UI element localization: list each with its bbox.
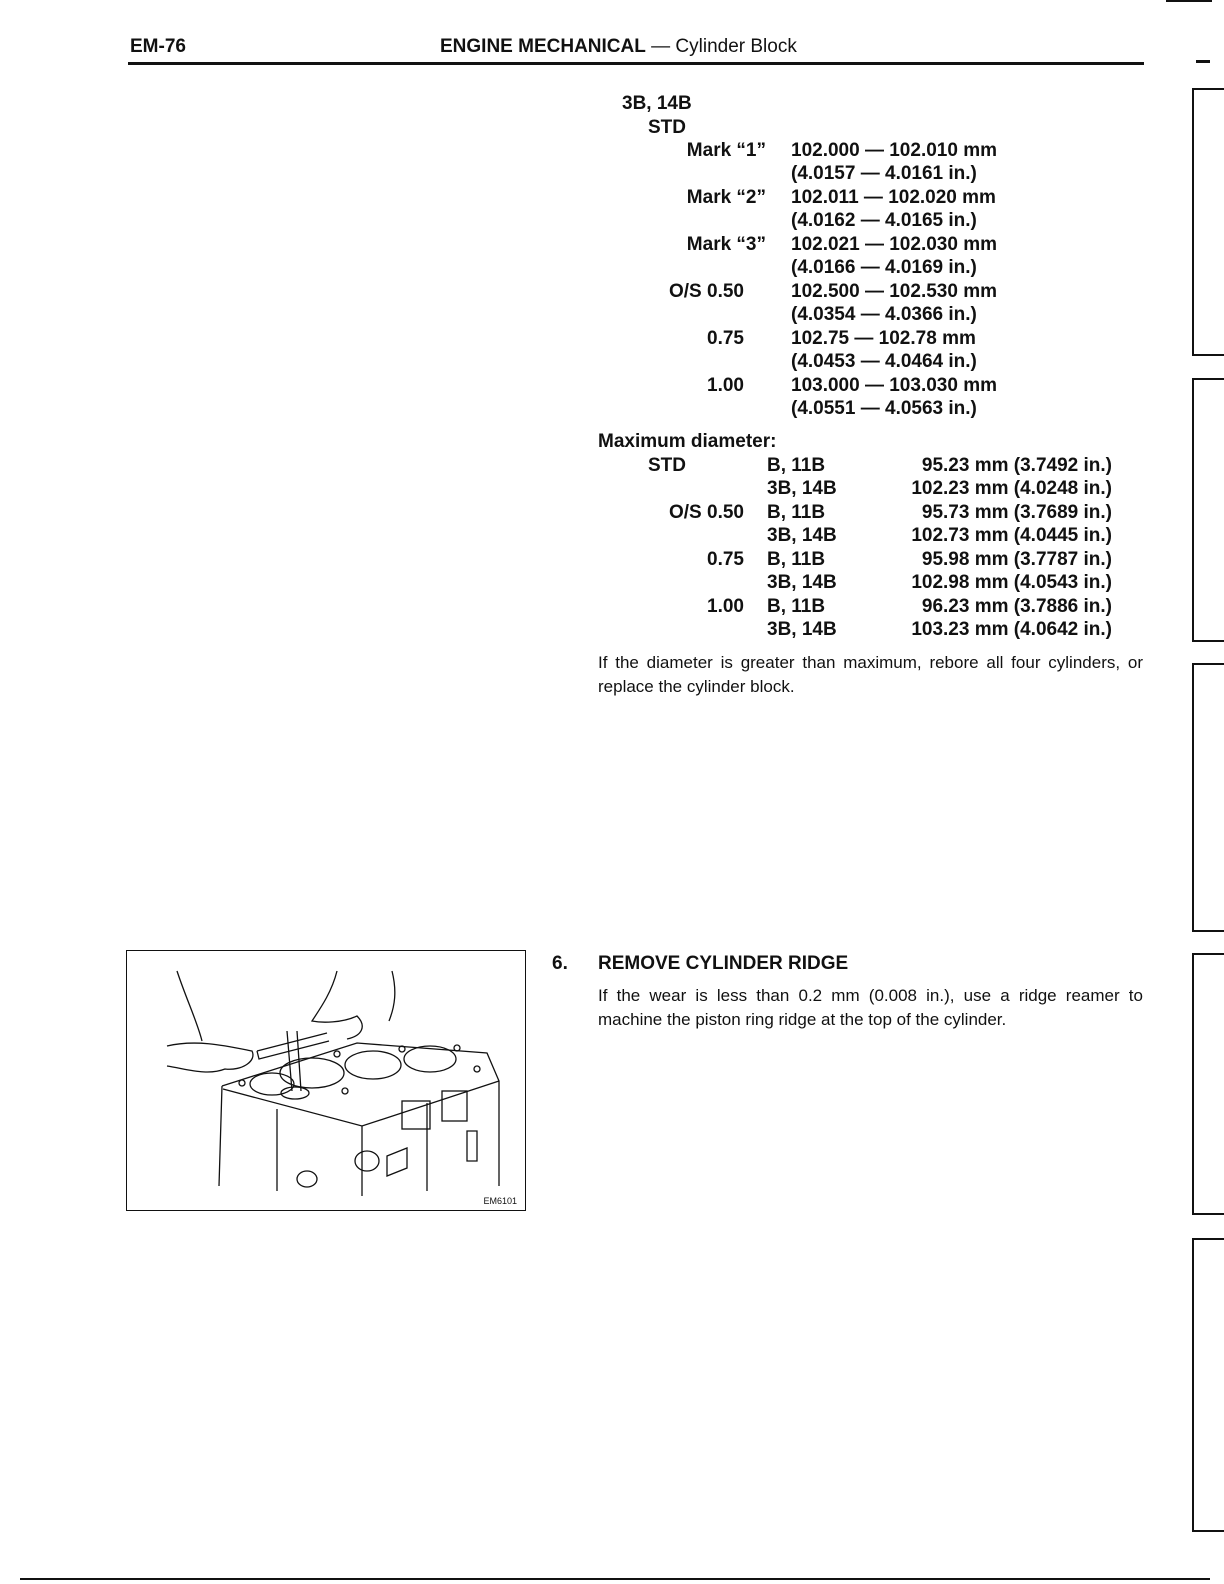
bore-row-label: Mark “2”: [686, 187, 766, 208]
max-row-value: 95.23 mm (3.7492 in.): [921, 455, 1112, 476]
bore-row-mm: 102.021 — 102.030 mm: [791, 234, 997, 255]
bore-row-in: (4.0354 — 4.0366 in.): [791, 304, 977, 325]
engines-label: 3B, 14B: [622, 93, 692, 114]
max-row-size: 0.75: [707, 549, 744, 570]
max-row-engine: 3B, 14B: [767, 478, 837, 499]
max-row-engine: 3B, 14B: [767, 572, 837, 593]
subsection-title: — Cylinder Block: [651, 36, 797, 57]
bottom-edge-line: [20, 1578, 1210, 1580]
bore-row-in: (4.0157 — 4.0161 in.): [791, 163, 977, 184]
bore-row-mm: 103.000 — 103.030 mm: [791, 375, 997, 396]
bore-row-mm: 102.000 — 102.010 mm: [791, 140, 997, 161]
max-row-value: 102.23 mm (4.0248 in.): [911, 478, 1112, 499]
step-number: 6.: [552, 953, 568, 974]
figure-code: EM6101: [483, 1196, 517, 1206]
rebore-note: If the diameter is greater than maximum, rebore all four cylinders, or replace the cylinder block.: [598, 653, 1143, 696]
max-row-engine: 3B, 14B: [767, 619, 837, 640]
edge-tick: [1196, 60, 1210, 63]
bore-row-label: O/S 0.50: [669, 281, 744, 302]
bore-row-label: 0.75: [707, 328, 744, 349]
max-diameter-heading: Maximum diameter:: [598, 431, 777, 452]
page-title: [440, 36, 797, 58]
max-row-engine: B, 11B: [767, 455, 826, 476]
bore-row-mm: 102.75 — 102.78 mm: [791, 328, 976, 349]
max-row-size: O/S 0.50: [669, 502, 744, 523]
max-row-value: 102.73 mm (4.0445 in.): [911, 525, 1112, 546]
max-row-engine: B, 11B: [767, 596, 826, 617]
max-row-value: 95.98 mm (3.7787 in.): [921, 549, 1112, 570]
corner-mark: [1166, 0, 1212, 2]
page-code: EM-76: [130, 36, 186, 57]
bore-row-in: (4.0162 — 4.0165 in.): [791, 210, 977, 231]
max-row-value: 95.73 mm (3.7689 in.): [921, 502, 1112, 523]
step-title: REMOVE CYLINDER RIDGE: [598, 953, 849, 974]
max-row-size: STD: [648, 455, 686, 476]
bore-row-in: (4.0453 — 4.0464 in.): [791, 351, 977, 372]
ridge-reamer-illustration: [127, 951, 525, 1210]
max-row-value: 102.98 mm (4.0543 in.): [911, 572, 1112, 593]
section-title: ENGINE MECHANICAL: [440, 36, 646, 57]
max-row-engine: B, 11B: [767, 502, 826, 523]
bore-row-mm: 102.500 — 102.530 mm: [791, 281, 997, 302]
bore-row-label: Mark “3”: [686, 234, 766, 255]
figure-box: [126, 950, 526, 1211]
bore-row-in: (4.0166 — 4.0169 in.): [791, 257, 977, 278]
max-row-value: 103.23 mm (4.0642 in.): [911, 619, 1112, 640]
max-row-size: 1.00: [707, 596, 744, 617]
edge-bracket: [1192, 663, 1224, 932]
max-row-engine: B, 11B: [767, 549, 826, 570]
max-row-engine: 3B, 14B: [767, 525, 837, 546]
std-label: STD: [648, 117, 686, 138]
edge-bracket: [1192, 88, 1224, 356]
bore-row-label: 1.00: [707, 375, 744, 396]
edge-bracket: [1192, 953, 1224, 1215]
edge-bracket: [1192, 1238, 1224, 1532]
bore-row-in: (4.0551 — 4.0563 in.): [791, 398, 977, 419]
bore-row-label: Mark “1”: [686, 140, 766, 161]
step-body: If the wear is less than 0.2 mm (0.008 in.), use a ridge reamer to machine the piston ring ridge at the top of the cylinder.: [598, 986, 1143, 1029]
header-rule: [128, 62, 1144, 65]
bore-row-mm: 102.011 — 102.020 mm: [791, 187, 996, 208]
max-row-value: 96.23 mm (3.7886 in.): [921, 596, 1112, 617]
edge-bracket: [1192, 378, 1224, 642]
